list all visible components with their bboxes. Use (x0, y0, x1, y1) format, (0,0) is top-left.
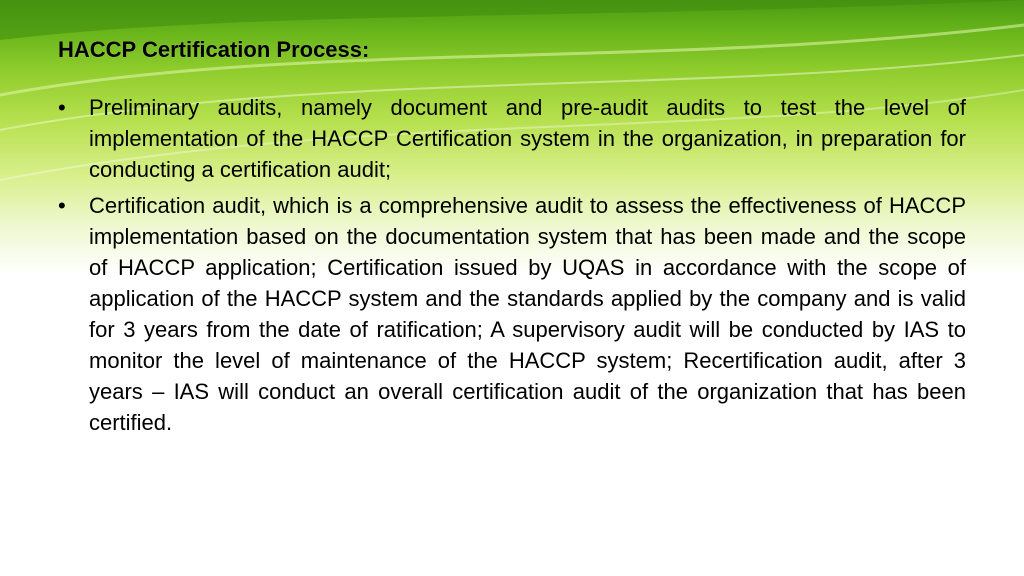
slide-content (58, 28, 966, 443)
bullet-list (58, 92, 966, 438)
bullet-marker: • (58, 193, 66, 218)
slide-title: HACCP Certification Process: (58, 37, 370, 62)
bullet-text: Preliminary audits, namely document and pre-audit audits to test the level of implementation of the HACCP Certification system in the organization, in preparation for conducting a certification audit; (89, 95, 966, 182)
bullet-item (58, 92, 966, 185)
bullet-marker: • (58, 95, 66, 120)
bullet-text: Certification audit, which is a comprehensive audit to assess the effectiveness of HACCP implementation based on the documentation system that has been made and the scope of HACCP application; Certification issued by UQAS in accordance with the scope of application of the HACCP system and the standards applied by the company and is valid for 3 years from the date of ratification; A supervisory audit will be conducted by IAS to monitor the level of maintenance of the HACCP system; Recertification audit, after 3 years – IAS will conduct an overall certification audit of the organization that has been certified. (89, 193, 966, 435)
bullet-item (58, 190, 966, 438)
